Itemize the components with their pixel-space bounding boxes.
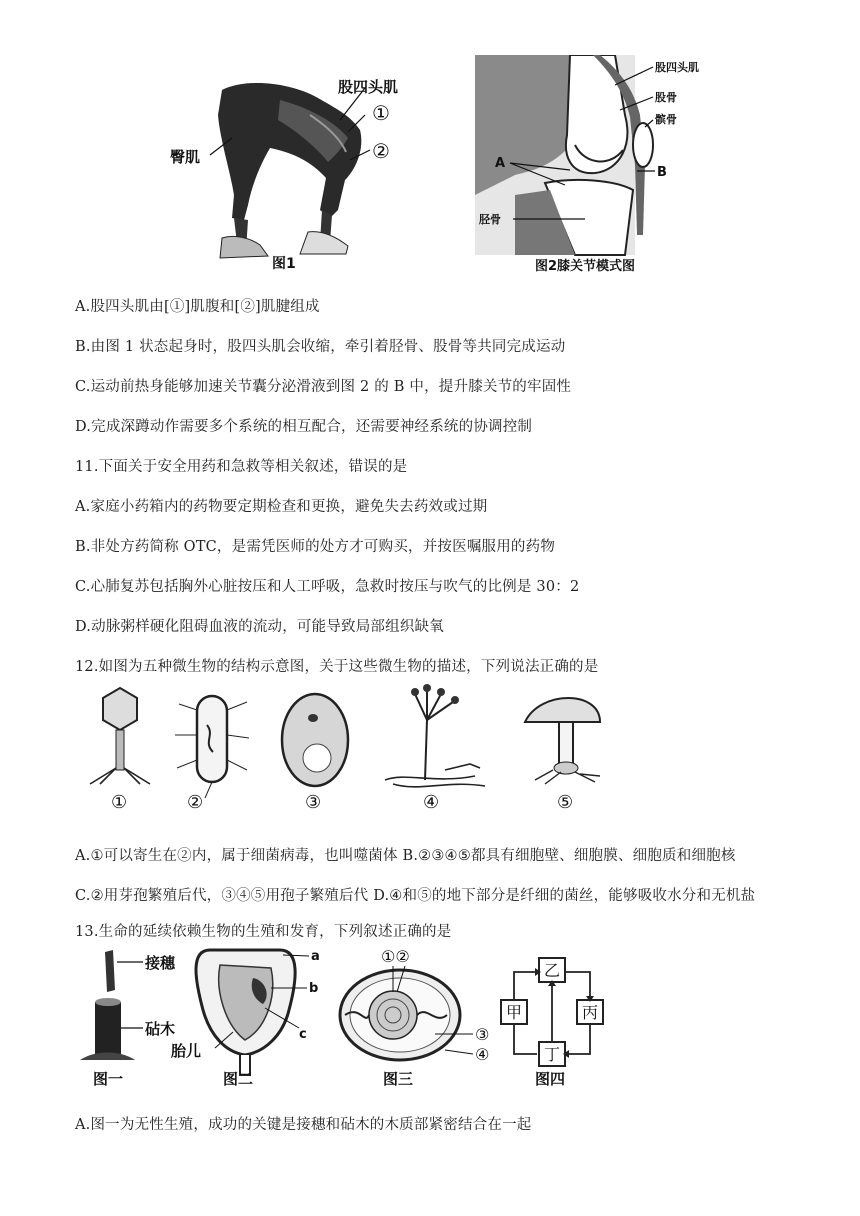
cycle-caption: 图四	[535, 1070, 566, 1088]
q10-option-d: D.完成深蹲动作需要多个系统的相互配合，还需要神经系统的协调控制	[75, 419, 533, 435]
egg-top-label: ①②	[381, 947, 410, 966]
q10-option-c: C.运动前热身能够加速关节囊分泌滑液到图 2 的 B 中，提升膝关节的牢固性	[75, 379, 572, 395]
fig2-tibia-label: 胫骨	[479, 213, 501, 226]
q12-marker-1: ①	[111, 792, 128, 813]
q12-stem: 12.如图为五种微生物的结构示意图，关于这些微生物的描述，下列说法正确的是	[75, 659, 599, 675]
q13-stem: 13.生命的延续依赖生物的生殖和发育，下列叙述正确的是	[75, 924, 452, 940]
egg-marker-3: ③	[475, 1025, 490, 1044]
egg-caption: 图三	[383, 1070, 414, 1088]
fig2-quad-label: 股四头肌	[655, 61, 699, 74]
grafting-drawing	[80, 950, 176, 1088]
uterus-label-c: c	[299, 1027, 307, 1042]
fig1-quad-label: 股四头肌	[338, 78, 399, 96]
fig2-label-b: B	[657, 165, 667, 180]
uterus-caption: 图二	[223, 1070, 254, 1088]
figure-2-knee-joint	[475, 55, 705, 280]
fig1-caption: 图1	[272, 256, 296, 272]
cycle-left: 甲	[506, 1003, 523, 1022]
uterus-label-b: b	[309, 981, 319, 996]
q11-option-c: C.心肺复苏包括胸外心脏按压和人工呼吸，急救时按压与吹气的比例是 30：2	[75, 579, 580, 595]
q13-option-a: A.图一为无性生殖，成功的关键是接穗和砧木的木质部紧密结合在一起	[75, 1117, 532, 1133]
egg-drawing	[340, 947, 489, 1088]
fig1-marker-2: ②	[372, 139, 390, 163]
graft-scion-label: 接穗	[145, 954, 176, 972]
bacterium-drawing	[175, 696, 249, 798]
mold-drawing	[385, 684, 485, 787]
mushroom-drawing	[525, 698, 600, 784]
bacteriophage-drawing	[90, 688, 150, 784]
uterus-label-a: a	[311, 949, 320, 964]
cycle-bottom: 丁	[544, 1045, 561, 1064]
q11-stem: 11.下面关于安全用药和急救等相关叙述，错误的是	[75, 459, 408, 475]
fig2-patella-label: 髌骨	[655, 113, 677, 126]
q12-microbes-figure	[75, 680, 610, 820]
graft-caption: 图一	[93, 1070, 124, 1088]
q10-option-a: A.股四头肌由[①]肌腹和[②]肌腱组成	[75, 299, 320, 315]
q12-marker-2: ②	[187, 792, 204, 813]
fig1-marker-1: ①	[372, 101, 390, 125]
fig2-label-a: A	[495, 156, 506, 171]
q13-figures	[75, 940, 615, 1090]
uterus-drawing	[170, 949, 320, 1088]
q11-option-d: D.动脉粥样硬化阻碍血液的流动，可能导致局部组织缺氧	[75, 619, 444, 635]
q10-option-b: B.由图 1 状态起身时，股四头肌会收缩，牵引着胫骨、股骨等共同完成运动	[75, 339, 566, 355]
q11-option-a: A.家庭小药箱内的药物要定期检查和更换，避免失去药效或过期	[75, 499, 488, 515]
egg-marker-4: ④	[475, 1045, 490, 1064]
uterus-fetus-label: 胎儿	[171, 1042, 202, 1060]
figure-1-squat	[160, 60, 420, 275]
q12-marker-5: ⑤	[557, 792, 574, 813]
q12-marker-4: ④	[423, 792, 440, 813]
q12-options-row-2: C.②用芽孢繁殖后代，③④⑤用孢子繁殖后代 D.④和⑤的地下部分是纤细的菌丝，能够吸收水分和无机盐	[75, 888, 756, 904]
q11-option-b: B.非处方药简称 OTC，是需凭医师的处方才可购买，并按医嘱服用的药物	[75, 539, 556, 555]
cycle-right: 丙	[582, 1003, 599, 1022]
yeast-drawing	[282, 694, 348, 786]
life-cycle-drawing	[501, 958, 603, 1088]
fig2-caption: 图2膝关节模式图	[535, 259, 636, 274]
q12-marker-3: ③	[305, 792, 322, 813]
graft-stock-label: 砧木	[145, 1020, 176, 1038]
cycle-top: 乙	[544, 961, 561, 980]
q12-options-row-1: A.①可以寄生在②内，属于细菌病毒，也叫噬菌体 B.②③④⑤都具有细胞壁、细胞膜、细胞质和细胞核	[75, 848, 736, 864]
fig1-glute-label: 臀肌	[170, 148, 201, 166]
fig2-femur-label: 股骨	[655, 91, 677, 104]
